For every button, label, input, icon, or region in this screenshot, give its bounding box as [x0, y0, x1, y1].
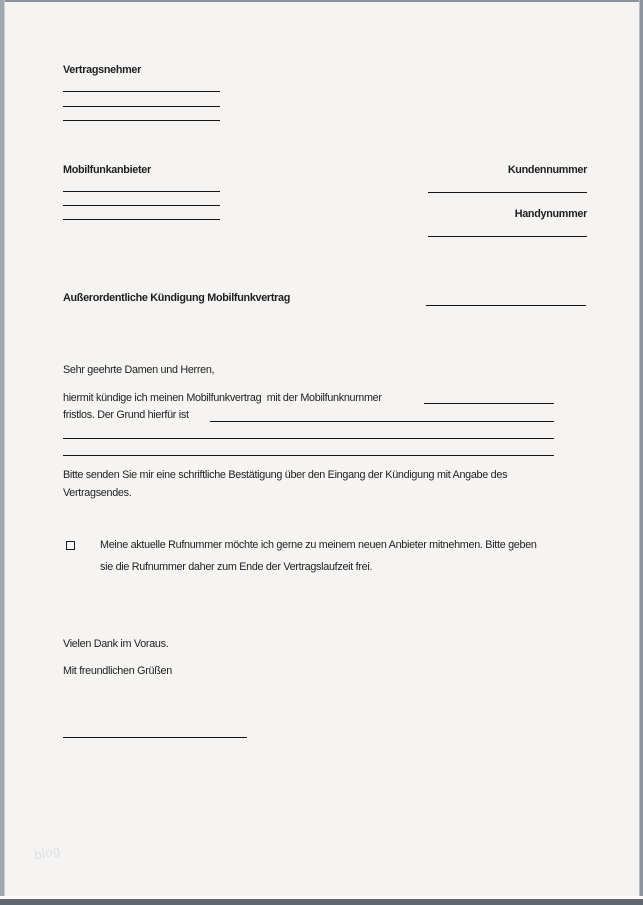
- contract-holder-blank-line-1: [63, 91, 220, 92]
- salutation: Sehr geehrte Damen und Herren,: [63, 364, 215, 376]
- contract-holder-blank-line-3: [63, 120, 220, 121]
- provider-blank-line-3: [63, 219, 220, 220]
- contract-holder-label: Vertragsnehmer: [63, 64, 142, 76]
- reason-blank-line-1: [210, 421, 554, 422]
- contract-holder-blank-line-2: [63, 106, 220, 107]
- closing-line: Mit freundlichen Grüßen: [63, 665, 172, 677]
- number-porting-checkbox[interactable]: [66, 541, 75, 550]
- provider-blank-line-1: [63, 191, 220, 192]
- reason-blank-line-2: [63, 438, 554, 439]
- phone-number-label: Handynummer: [514, 208, 587, 220]
- provider-label: Mobilfunkanbieter: [63, 164, 151, 176]
- page-border-left: [0, 0, 5, 905]
- mobile-number-blank-line: [424, 403, 554, 404]
- thanks-line: Vielen Dank im Voraus.: [63, 638, 169, 650]
- blog-watermark: blog: [32, 842, 62, 863]
- date-blank-line: [426, 305, 586, 306]
- page-border-right: [639, 0, 643, 905]
- termination-sentence: hiermit kündige ich meinen Mobilfunkvertrag mit der Mobilfunknummer: [63, 392, 382, 404]
- subject-line: Außerordentliche Kündigung Mobilfunkvertrag: [63, 292, 291, 304]
- customer-number-blank-line: [428, 192, 587, 193]
- customer-number-label: Kundennummer: [507, 164, 587, 176]
- provider-blank-line-2: [63, 205, 220, 206]
- reason-blank-line-3: [63, 455, 554, 456]
- signature-blank-line: [63, 737, 247, 738]
- confirmation-request-line-2: Vertragsendes.: [63, 487, 132, 499]
- porting-option-line-1: Meine aktuelle Rufnummer möchte ich gerne zu meinem neuen Anbieter mitnehmen. Bitte geben: [100, 539, 537, 551]
- page-border-top: [0, 0, 643, 2]
- page-border-bottom: [0, 899, 643, 905]
- reason-sentence: fristlos. Der Grund hierfür ist: [63, 409, 189, 421]
- phone-number-blank-line: [428, 236, 587, 237]
- confirmation-request-line-1: Bitte senden Sie mir eine schriftliche Bestätigung über den Eingang der Kündigung mit Angabe des: [63, 469, 508, 481]
- porting-option-line-2: sie die Rufnummer daher zum Ende der Vertragslaufzeit frei.: [100, 561, 373, 573]
